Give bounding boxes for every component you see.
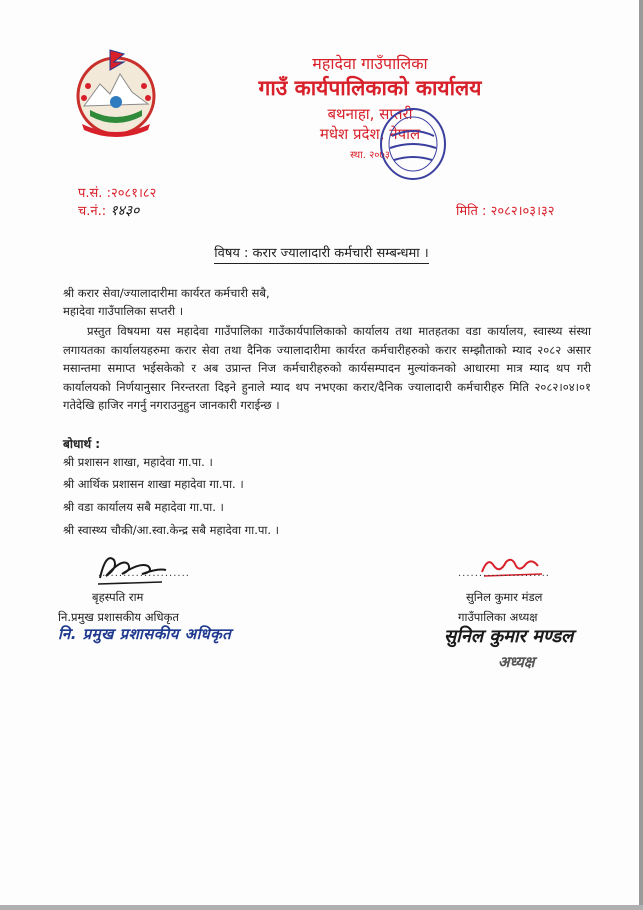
cc-item: श्री स्वास्थ्य चौकी/आ.स्वा.केन्द्र सबै महादेवा गा.पा. । [63, 523, 280, 537]
left-signatory-title: नि.प्रमुख प्रशासकीय अधिकृत [58, 610, 179, 624]
letter-subject [0, 243, 643, 261]
cc-item: श्री प्रशासन शाखा, महादेवा गा.पा. । [63, 455, 213, 469]
date-value: २०८२।०३।३२ [490, 204, 555, 219]
date-label: मिति : [456, 204, 487, 219]
office-name: गाउँ कार्यपालिकाको कार्यालय [258, 76, 482, 100]
letter-number [78, 183, 156, 201]
page-bottom-shadow [0, 905, 643, 910]
left-designation-stamp: नि. प्रमुख प्रशासकीय अधिकृत [58, 625, 232, 643]
dispatch-number [78, 201, 139, 220]
letter-number-value: २०८१।८२ [110, 186, 157, 201]
dispatch-number-value: १४३० [110, 203, 140, 219]
dispatch-number-label: च.नं.: [78, 204, 107, 219]
right-signatory-title: गाउँपालिका अध्यक्ष [458, 610, 538, 624]
cc-item: श्री आर्थिक प्रशासन शाखा महादेवा गा.पा. । [63, 477, 244, 491]
cc-label: बोधार्थ : [63, 437, 101, 451]
right-name-stamp: सुनिल कुमार मण्डल [444, 626, 574, 647]
office-seal-icon [378, 106, 448, 182]
office-established: स्था. २०७३ [350, 150, 390, 161]
right-signature-line: ...................... [458, 568, 550, 579]
subject-text: विषय : करार ज्यालादारी कर्मचारी सम्बन्धमा । [214, 246, 428, 264]
municipality-name: महादेवा गाउँपालिका [312, 54, 428, 73]
left-signatory-name: बृहस्पति राम [92, 590, 144, 604]
office-location: बथनाहा, सप्तरी [327, 105, 413, 123]
office-province: मधेश प्रदेश, नेपाल [319, 125, 421, 143]
right-signatory-name: सुनिल कुमार मंडल [466, 590, 543, 604]
page-edge-shadow [639, 0, 643, 910]
recipient-line-1: श्री करार सेवा/ज्यालादारीमा कार्यरत कर्मचारी सबै, [63, 286, 270, 300]
letter-number-label: प.सं. : [78, 186, 111, 201]
right-title-stamp: अध्यक्ष [498, 653, 535, 671]
cc-item: श्री वडा कार्यालय सबै महादेवा गा.पा. । [63, 500, 224, 514]
letter-body-paragraph: प्रस्तुत विषयमा यस महादेवा गाउँपालिका गाउँकार्यपालिकाको कार्यालय तथा मातहतका वडा कार्यालय, स्वास्थ्य संस्था लगायतका कार्यालयहरुमा करार सेवा तथा दैनिक ज्यालादारीमा कार्यरत कर्मचारीहरुको करार सम्झौताको म्याद २०८२ असार मसान्तमा समाप्त भईसकेको र अब उप्रान्त निज कर्मचारीहरुको कार्यसम्पादन मुल्यांकनको आधारमा मात्र म्याद थप गरी कार्यालयको निर्णयानुसार निरन्तरता दिइने हुनाले म्याद थप नभएका करार/दैनिक ज्यालादारी कर्मचारीहरु मिति २०८२।०४।०१ गतेदेखि हाजिर नगर्नु नगराउनुहुन जानकारी गराईन्छ । [63, 324, 591, 412]
left-signature-line: ...................... [98, 568, 190, 579]
recipient-line-2: महादेवा गाउँपालिका सप्तरी । [63, 304, 184, 318]
letter-date [456, 201, 555, 219]
nepal-emblem-icon [70, 44, 162, 140]
